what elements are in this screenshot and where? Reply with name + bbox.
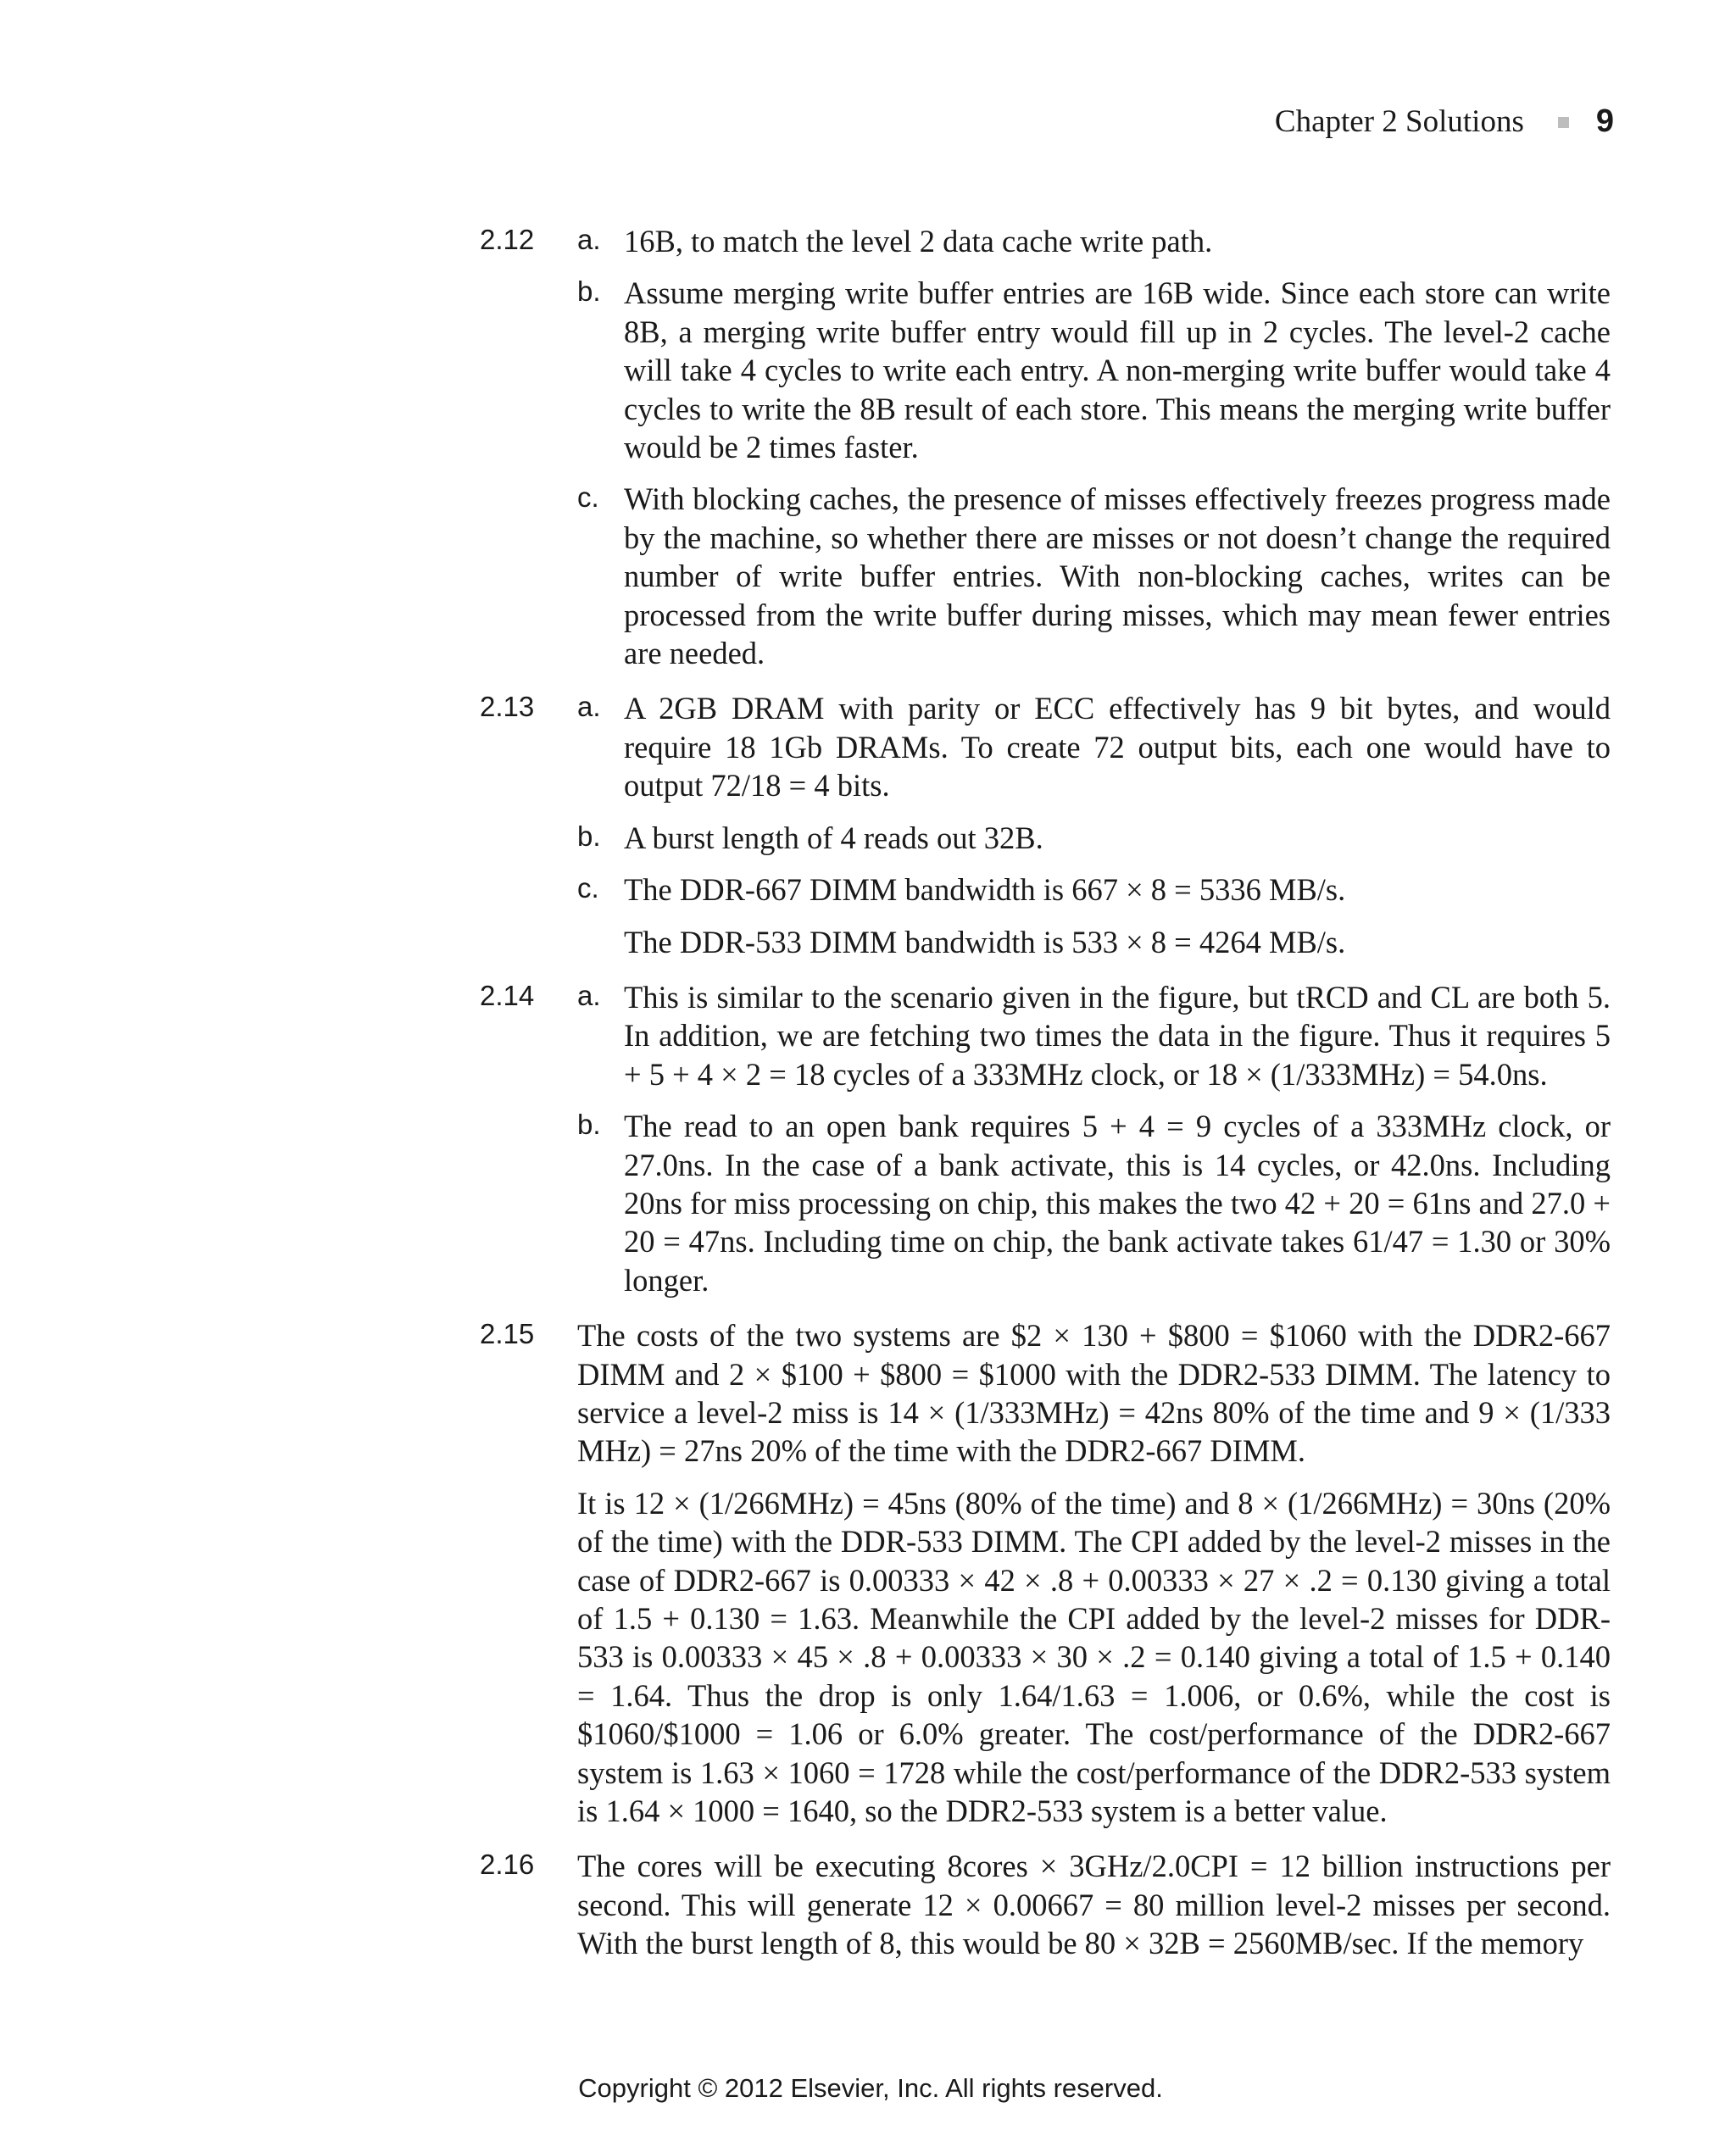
chapter-title: Chapter 2 Solutions (1274, 104, 1524, 139)
problem-2-16 (0, 1847, 1736, 1962)
problem-number: 2.13 (480, 691, 535, 723)
part-label: c. (577, 872, 599, 904)
problem-2-13 (0, 689, 1736, 960)
part-text: The read to an open bank requires 5 + 4 = 9 cycles of a 333MHz clock, or 27.0ns. In the case of a bank activate, this is 14 cycles, or 42.0ns. Including 20ns for miss processing on chip, this makes the two 42 + 20 = 61ns and 27.0 + 20 = 47ns. Including time on chip, the bank activate takes 61/47 = 1.30 or 30% longer. (624, 1109, 1611, 1298)
part-label: b. (577, 820, 601, 852)
part-a (0, 689, 1736, 804)
part-text: This is similar to the scenario given in the figure, but tRCD and CL are both 5. In addition, we are fetching two times the data in the figure. Thus it requires 5 + 5 + 4 × 2 = 18 cycles of a 333MHz clock, or 18 × (1/333MHz) = 54.0ns. (624, 979, 1611, 1092)
running-header (1275, 103, 1614, 140)
problem-number: 2.12 (480, 224, 535, 255)
part-label: a. (577, 224, 601, 255)
problem-2-15 (0, 1316, 1736, 1830)
part-label: b. (577, 1109, 601, 1141)
problem-2-12 (0, 222, 1736, 672)
part-text: A 2GB DRAM with parity or ECC effectively has 9 bit bytes, and would require 18 1Gb DRAMs. To create 72 output bits, each one would have to output 72/18 = 4 bits. (624, 691, 1611, 804)
part-text-continued: The DDR-533 DIMM bandwidth is 533 × 8 = 4264 MB/s. (624, 924, 1346, 959)
part-text: 16B, to match the level 2 data cache write path. (624, 224, 1213, 259)
problem-2-14 (0, 978, 1736, 1299)
paragraph: The cores will be executing 8cores × 3GHz/2.0CPI = 12 billion instructions per second. This will generate 12 × 0.00667 = 80 million level-2 misses per second. With the burst length of 8, this would be 80 × 32B = 2560MB/sec. If the memory (577, 1849, 1611, 1961)
part-b (0, 1107, 1736, 1299)
square-separator-icon (1558, 117, 1569, 128)
part-text: The DDR-667 DIMM bandwidth is 667 × 8 = 5336 MB/s. (624, 872, 1346, 908)
part-label: b. (577, 275, 601, 308)
part-text: Assume merging write buffer entries are 16B wide. Since each store can write 8B, a merging write buffer entry would fill up in 2 cycles. The level-2 cache will take 4 cycles to write each entry. A non-merging write buffer would take 4 cycles to write the 8B result of each store. This means the merging write buffer would be 2 times faster. (624, 275, 1611, 465)
part-text: With blocking caches, the presence of misses effectively freezes progress made by the machine, so whether there are misses or not doesn’t change the required number of write buffer entries. With non-blocking caches, writes can be processed from the write buffer during misses, which may mean fewer entries are needed. (624, 481, 1611, 671)
part-b (0, 274, 1736, 466)
part-label: a. (577, 979, 601, 1011)
copyright-footer: Copyright © 2012 Elsevier, Inc. All rights reserved. (578, 2073, 1163, 2103)
paragraph: The costs of the two systems are $2 × 130 + $800 = $1060 with the DDR2-667 DIMM and 2 × $100 + $800 = $1000 with the DDR2-533 DIMM. The latency to service a level-2 miss is 14 × (1/333MHz) = 42ns 80% of the time and 9 × (1/333 MHz) = 27ns 20% of the time with the DDR2-667 DIMM. (577, 1318, 1611, 1469)
problem-number: 2.14 (480, 979, 535, 1011)
part-b (0, 819, 1736, 857)
part-label: c. (577, 481, 599, 514)
paragraph: It is 12 × (1/266MHz) = 45ns (80% of the time) and 8 × (1/266MHz) = 30ns (20% of the time) with the DDR-533 DIMM. The CPI added by the level-2 misses in the case of DDR2-667 is 0.00333 × 42 × .8 + 0.00333 × 27 × .2 = 0.130 giving a total of 1.5 + 0.130 = 1.63. Meanwhile the CPI added by the level-2 misses for DDR-533 is 0.00333 × 45 × .8 + 0.00333 × 30 × .2 = 0.140 giving a total of 1.5 + 0.140 = 1.64. Thus the drop is only 1.64/1.63 = 1.006, or 0.6%, while the cost is $1060/$1000 = 1.06 or 6.0% greater. The cost/performance of the DDR2-667 system is 1.63 × 1060 = 1728 while the cost/performance of the DDR2-533 system is 1.64 × 1000 = 1640, so the DDR2-533 system is a better value. (577, 1485, 1611, 1829)
part-c (0, 870, 1736, 961)
part-text: A burst length of 4 reads out 32B. (624, 820, 1043, 855)
page-number: 9 (1595, 103, 1614, 139)
part-a (0, 978, 1736, 1093)
solutions-body (0, 222, 1736, 1980)
part-label: a. (577, 691, 601, 723)
problem-number: 2.16 (480, 1849, 535, 1881)
part-c (0, 480, 1736, 672)
problem-number: 2.15 (480, 1318, 535, 1350)
part-a (0, 222, 1736, 260)
